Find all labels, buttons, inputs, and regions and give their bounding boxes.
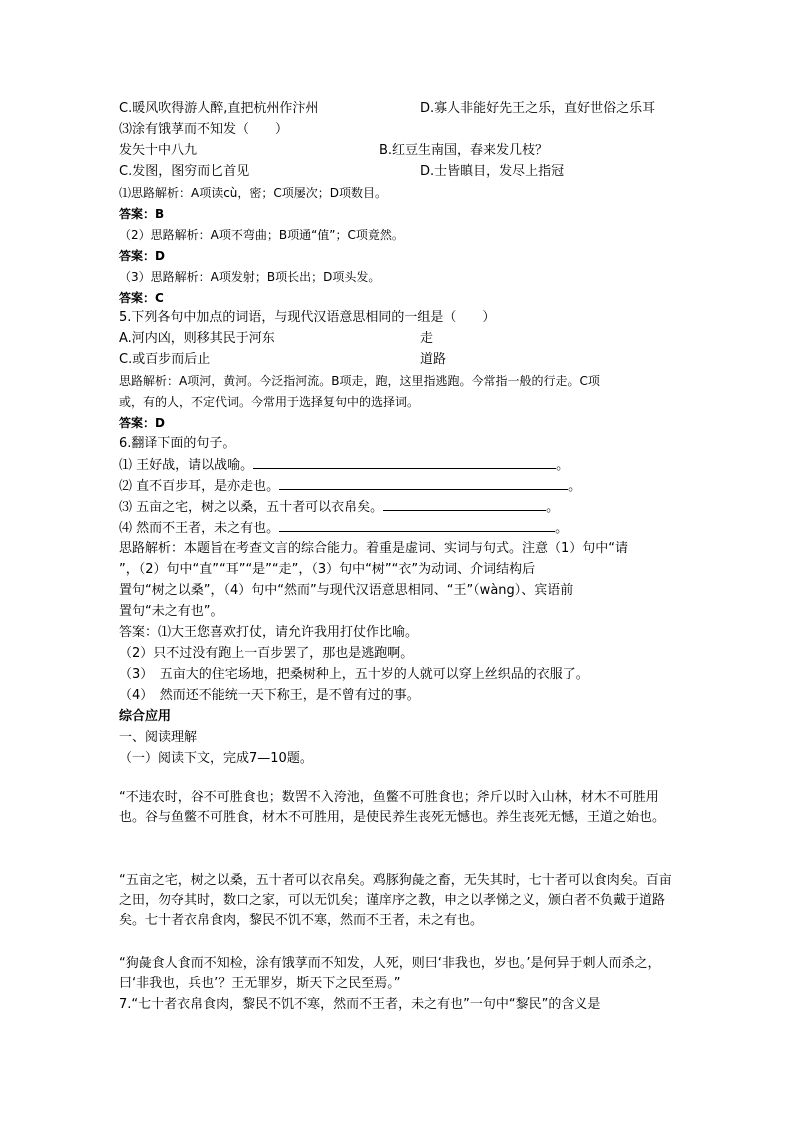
reading-instruction: （一）阅读下文，完成7—10题。: [119, 751, 313, 766]
q5-answer: 答案：D: [119, 416, 165, 430]
passage-paragraph-3: “狗彘食人食而不知检，涂有饿莩而不知发，人死，则曰‘非我也，岁也。’是何异于刺人而杀之，曰‘非我也，兵也’？王无罪岁，斯天下之民至焉。”: [119, 956, 661, 991]
answer-blank: [253, 457, 556, 469]
q5-option-c: C.或百步而后止: [119, 352, 211, 367]
explanation-3: （3）思路解析：A项发射；B项长出；D项头发。: [119, 270, 381, 284]
q5-option-d: 道路: [420, 352, 447, 367]
option-d: D.士皆瞋目，发尽上指冠: [420, 164, 565, 179]
subsection-heading: 一、阅读理解: [119, 730, 198, 745]
question-6: 6.翻译下面的句子。: [119, 436, 236, 451]
passage-paragraph-1: “不违农时，谷不可胜食也；数罟不入洿池，鱼鳖不可胜食也；斧斤以时入山林，材木不可胜用也。谷与鱼鳖不可胜食，材木不可胜用，是使民养生丧死无憾也。养生丧死无憾，王道之始也。: [119, 790, 666, 825]
answer-1: 答案：B: [119, 207, 165, 221]
translate-item-1: ⑴ 王好战，请以战喻。 。: [119, 458, 570, 473]
q6-answer-1: 答案：⑴大王您喜欢打仗，请允许我用打仗作比喻。: [119, 625, 419, 640]
q6-explanation-line-3: 置句“树之以桑”，（4）句中“然而”与现代汉语意思相同、“王”（wàng）、宾语前: [119, 583, 574, 598]
option-d: D.寡人非能好先王之乐，直好世俗之乐耳: [420, 101, 656, 116]
answer-2: 答案：D: [119, 249, 165, 263]
answer-blank: [383, 499, 546, 511]
q5-option-a: A.河内凶，则移其民于河东: [119, 331, 275, 346]
option-c: C.发图，图穷而匕首见: [119, 164, 250, 179]
explanation-1: ⑴思路解析：A项读cù，密；C项屡次；D项数目。: [119, 186, 388, 200]
question-5: 5.下列各句中加点的词语，与现代汉语意思相同的一组是（ ）: [119, 310, 496, 325]
explanation-2: （2）思路解析：A项不弯曲；B项通“值”；C项竟然。: [119, 228, 404, 242]
translate-item-3: ⑶ 五亩之宅，树之以桑，五十者可以衣帛矣。 。: [119, 500, 560, 515]
q6-answer-3: （3） 五亩大的住宅场地，把桑树种上，五十岁的人就可以穿上丝织品的衣服了。: [119, 667, 589, 682]
q5-option-b: 走: [420, 331, 434, 346]
q6-explanation-line-2: ”，（2）句中“直”“耳”“是”“走”，（3）句中“树”“衣”为动词、介词结构后: [119, 562, 536, 577]
question-3: ⑶涂有饿莩而不知发（ ）: [119, 122, 289, 137]
q6-answer-2: （2）只不过没有跑上一百步罢了，那也是逃跑啊。: [119, 646, 414, 661]
q6-explanation-line-4: 置句“未之有也”。: [119, 604, 224, 619]
option-a: 发矢十中八九: [119, 143, 198, 158]
translate-item-2: ⑵ 直不百步耳，是亦走也。 。: [119, 479, 582, 494]
q5-explanation-line-1: 思路解析：A项河，黄河。今泛指河流。B项走，跑，这里指逃跑。今常指一般的行走。C项: [119, 374, 600, 388]
option-b: B.红豆生南国，春来发几枝？: [379, 143, 549, 158]
q6-answer-4: （4） 然而还不能统一天下称王，是不曾有过的事。: [119, 688, 420, 703]
question-7: 7.“七十者衣帛食肉，黎民不饥不寒，然而不王者，未之有也”一句中“黎民”的含义是: [119, 997, 601, 1012]
translate-item-4: ⑷ 然而不王者，未之有也。 。: [119, 521, 569, 536]
answer-blank: [279, 478, 568, 490]
section-heading: 综合应用: [119, 709, 172, 724]
answer-3: 答案：C: [119, 291, 164, 305]
answer-blank: [279, 520, 555, 532]
passage-paragraph-2: “五亩之宅，树之以桑，五十者可以衣帛矣。鸡豚狗彘之畜，无失其时，七十者可以食肉矣。百亩之田，勿夺其时，数口之家，可以无饥矣；谨庠序之教，申之以孝悌之义，颁白者不负戴于道路矣。七十者衣帛食肉，黎民不饥不寒，然而不王者，未之有也。: [119, 873, 672, 928]
option-c: C.暖风吹得游人醉,直把杭州作汴州: [119, 101, 319, 116]
q5-explanation-line-2: 或，有的人，不定代词。今常用于选择复句中的选择词。: [119, 395, 420, 409]
q6-explanation-line-1: 思路解析：本题旨在考查文言的综合能力。着重是虚词、实词与句式。注意（1）句中“请: [119, 541, 629, 556]
